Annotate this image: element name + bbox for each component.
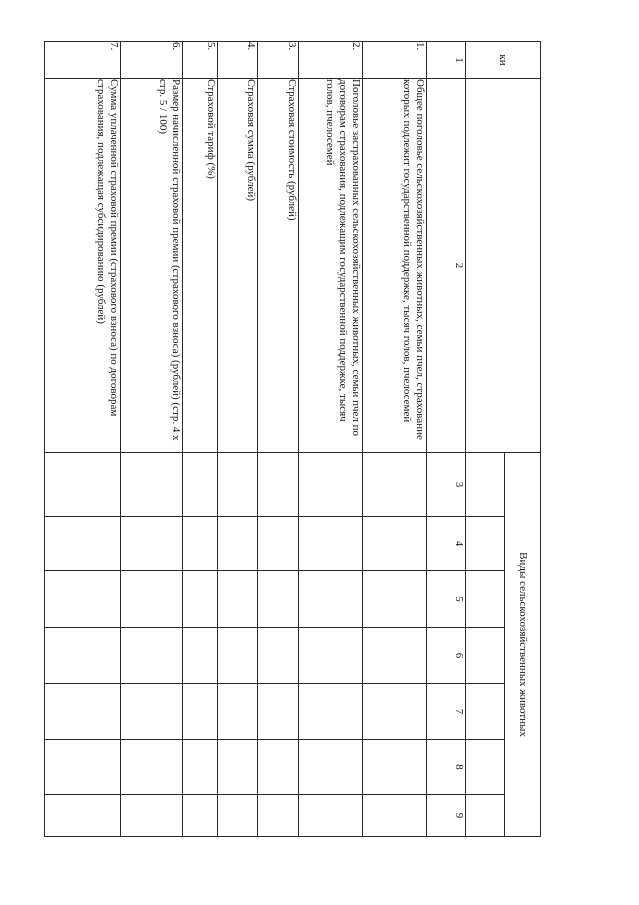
- insurance-table: [61, 41, 541, 836]
- data-cell[interactable]: [258, 628, 299, 684]
- table-row: [183, 42, 218, 837]
- table-row: [45, 42, 121, 837]
- data-cell[interactable]: [121, 795, 183, 837]
- row-description: Страховая сумма (рублей): [218, 79, 258, 453]
- row-description: Страховой тариф (%): [183, 79, 218, 453]
- data-cell[interactable]: [121, 453, 183, 517]
- data-cell[interactable]: [45, 795, 121, 837]
- data-cell[interactable]: [183, 740, 218, 795]
- data-cell[interactable]: [183, 517, 218, 571]
- group-header: Виды сельскохозяйственных животных: [505, 453, 541, 837]
- col-head-7: [466, 684, 505, 740]
- data-cell[interactable]: [258, 571, 299, 628]
- data-cell[interactable]: [183, 684, 218, 740]
- data-cell[interactable]: [121, 571, 183, 628]
- col-head-3: [466, 453, 505, 517]
- table-row: [363, 42, 427, 837]
- data-cell[interactable]: [218, 740, 258, 795]
- row-number: 6.: [121, 42, 183, 79]
- row-number: 5.: [183, 42, 218, 79]
- data-cell[interactable]: [183, 628, 218, 684]
- col-num-4: 4: [427, 517, 466, 571]
- data-cell[interactable]: [258, 453, 299, 517]
- data-cell[interactable]: [45, 453, 121, 517]
- column-number-row: [427, 42, 466, 837]
- row-description: Размер начисленной страховой премии (страхового взноса) (рублей) (стр. 4 x стр. 5 / 100): [121, 79, 183, 453]
- data-cell[interactable]: [299, 571, 363, 628]
- row-number: 3.: [258, 42, 299, 79]
- data-cell[interactable]: [299, 628, 363, 684]
- col-num-2: 2: [427, 79, 466, 453]
- data-cell[interactable]: [299, 795, 363, 837]
- row-description: Сумма уплаченной страховой премии (страхового взноса) по договорам страхования, подлежащая субсидированию (рублей): [45, 79, 121, 453]
- table-row: [121, 42, 183, 837]
- table-row: [299, 42, 363, 837]
- col-num-5: 5: [427, 571, 466, 628]
- data-cell[interactable]: [363, 453, 427, 517]
- row-number: 7.: [45, 42, 121, 79]
- data-cell[interactable]: [363, 517, 427, 571]
- data-cell[interactable]: [363, 571, 427, 628]
- data-cell[interactable]: [258, 684, 299, 740]
- data-cell[interactable]: [363, 628, 427, 684]
- data-cell[interactable]: [258, 517, 299, 571]
- data-cell[interactable]: [45, 740, 121, 795]
- data-cell[interactable]: [218, 684, 258, 740]
- col-num-8: 8: [427, 740, 466, 795]
- data-cell[interactable]: [121, 628, 183, 684]
- col-num-7: 7: [427, 684, 466, 740]
- data-cell[interactable]: [45, 684, 121, 740]
- data-cell[interactable]: [299, 517, 363, 571]
- row-number: 2.: [299, 42, 363, 79]
- col-num-6: 6: [427, 628, 466, 684]
- table-row: [258, 42, 299, 837]
- row-description: Страховая стоимость (рублей): [258, 79, 299, 453]
- data-cell[interactable]: [183, 571, 218, 628]
- col-num-3: 3: [427, 453, 466, 517]
- data-cell[interactable]: [218, 628, 258, 684]
- data-cell[interactable]: [363, 795, 427, 837]
- rotated-page: [61, 41, 541, 836]
- data-cell[interactable]: [299, 453, 363, 517]
- row-number: 4.: [218, 42, 258, 79]
- data-cell[interactable]: [299, 740, 363, 795]
- data-cell[interactable]: [258, 740, 299, 795]
- col-head-9: [466, 795, 505, 837]
- data-cell[interactable]: [363, 740, 427, 795]
- data-cell[interactable]: [183, 453, 218, 517]
- col-num-9: 9: [427, 795, 466, 837]
- data-cell[interactable]: [218, 571, 258, 628]
- data-cell[interactable]: [121, 684, 183, 740]
- data-cell[interactable]: [218, 453, 258, 517]
- col-head-4: [466, 517, 505, 571]
- header-blank: [466, 79, 541, 453]
- table-row: [218, 42, 258, 837]
- data-cell[interactable]: [121, 740, 183, 795]
- col-num-1: 1: [427, 42, 466, 79]
- data-cell[interactable]: [363, 684, 427, 740]
- data-cell[interactable]: [218, 795, 258, 837]
- data-cell[interactable]: [183, 795, 218, 837]
- data-cell[interactable]: [299, 684, 363, 740]
- data-cell[interactable]: [45, 628, 121, 684]
- data-cell[interactable]: [45, 517, 121, 571]
- row-number: 1.: [363, 42, 427, 79]
- data-cell[interactable]: [218, 517, 258, 571]
- col-head-8: [466, 740, 505, 795]
- data-cell[interactable]: [258, 795, 299, 837]
- row-description: Поголовье застрахованных сельскохозяйственных животных, семьи пчел по договорам страхования, подлежащим государственной поддержке, тысяч голов, пчелосемей: [299, 79, 363, 453]
- row-description: Общее поголовье сельскохозяйственных животных, семьи пчел, страхование которых подлежит государственной поддержке, тысяч голов, пчелосемей: [363, 79, 427, 453]
- data-grid: [44, 41, 541, 837]
- col-head-5: [466, 571, 505, 628]
- col-head-6: [466, 628, 505, 684]
- data-cell[interactable]: [121, 517, 183, 571]
- corner-label: ки: [466, 42, 541, 79]
- data-cell[interactable]: [45, 571, 121, 628]
